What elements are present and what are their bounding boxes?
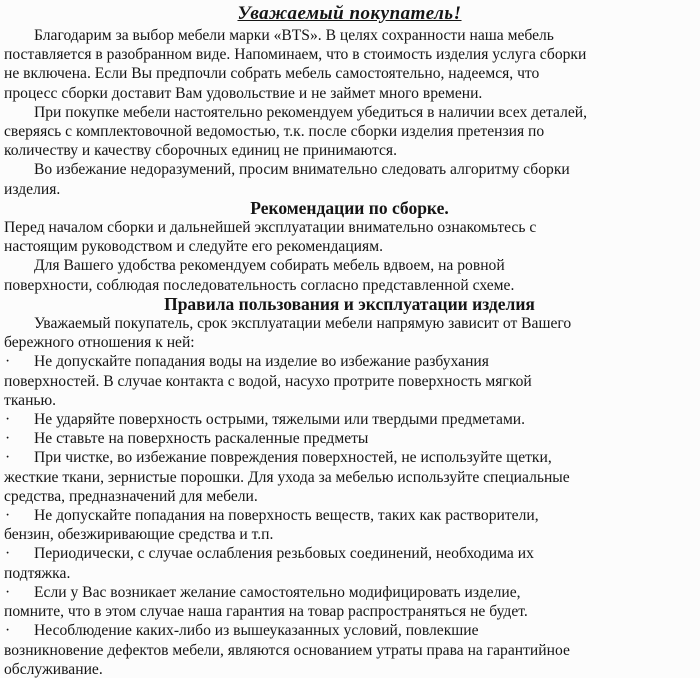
rule-item-7	[4, 583, 695, 621]
bullet-marker: ·	[5, 583, 11, 601]
rule-item-5	[4, 506, 695, 544]
rule-item-text: Не допускайте попадания воды на изделие во избежание разбухания поверхностей. В случае контакта с водой, насухо протрите поверхность мягкой тканью.	[4, 353, 532, 409]
intro-paragraph-1: Благодарим за выбор мебели марки «BTS». В целях сохранности наша мебель поставляется в разобранном виде. Напоминаем, что в стоимость изделия услуга сборки не включена. Если Вы предпочли собрать мебель самостоятельно, надеемся, что процесс сборки доставит Вам удовольствие и не займет много времени.	[4, 27, 587, 102]
intro-paragraph-3: Во избежание недоразумений, просим внимательно следовать алгоритму сборки изделия.	[4, 161, 570, 198]
rule-item-text: Несоблюдение каких-либо из вышеуказанных условий, повлекшие возникновение дефектов мебели, являются основанием утраты права на гарантийное обслуживание.	[4, 622, 570, 678]
rule-item-text: Периодически, с случае ослабления резьбовых соединений, необходима их подтяжка.	[4, 545, 534, 582]
document-title: Уважаемый покупатель!	[237, 3, 462, 24]
rule-item-text: При чистке, во избежание повреждения поверхностей, не используйте щетки, жесткие ткани, зернистые порошки. Для ухода за мебелью используйте специальные средства, предназначений для мебели.	[4, 449, 570, 505]
rule-item-6	[4, 544, 695, 582]
intro-paragraph-2: При покупке мебели настоятельно рекомендуем убедиться в наличии всех деталей, сверяясь с комплектовочной ведомостью, т.к. после сборки изделия претензия по количеству и качеству сборочных единиц не принимаются.	[4, 103, 588, 160]
assembly-paragraph-2: Для Вашего удобства рекомендуем собирать мебель вдвоем, на ровной поверхности, соблюдая последовательность согласно представленной схеме.	[4, 257, 515, 294]
rule-item-4	[4, 448, 695, 506]
bullet-marker: ·	[5, 545, 11, 563]
bullet-marker: ·	[5, 449, 11, 467]
rule-item-2	[4, 410, 695, 429]
bullet-marker: ·	[5, 430, 11, 448]
rule-item-8	[4, 621, 695, 678]
rule-item-text: Не допускайте попадания на поверхность веществ, таких как растворители, бензин, обезжиривающие средства и т.п.	[4, 507, 539, 544]
rule-item-text: Не ставьте на поверхность раскаленные предметы	[34, 430, 369, 448]
bullet-marker: ·	[5, 507, 11, 525]
assembly-paragraph-1: Перед началом сборки и дальнейшей эксплуатации внимательно ознакомьтесь с настоящим руководством и следуйте его рекомендациям.	[4, 219, 537, 256]
bullet-marker: ·	[5, 622, 11, 640]
bullet-marker: ·	[5, 411, 11, 429]
rule-item-text: Не ударяйте поверхность острыми, тяжелыми или твердыми предметами.	[34, 411, 526, 429]
rule-item-3	[4, 429, 695, 448]
assembly-section-heading: Рекомендации по сборке.	[250, 197, 449, 218]
rules-lead-paragraph: Уважаемый покупатель, срок эксплуатации мебели напрямую зависит от Вашего бережного отношения к ней:	[4, 315, 572, 352]
rule-item-1	[4, 352, 695, 410]
rules-section-heading: Правила пользования и эксплуатации изделия	[164, 293, 535, 314]
rule-item-text: Если у Вас возникает желание самостоятельно модифицировать изделие, помните, что в этом случае наша гарантия на товар распространяться не будет.	[4, 583, 528, 621]
bullet-marker: ·	[5, 353, 11, 371]
